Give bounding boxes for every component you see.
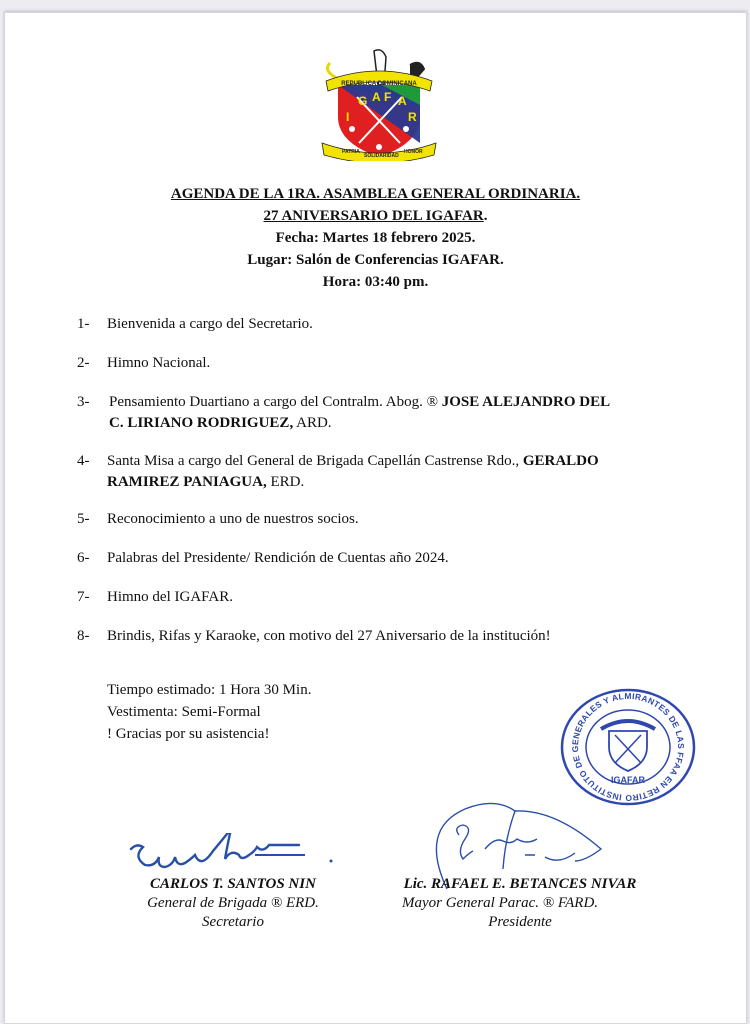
secretary-rank: General de Brigada ® ERD. bbox=[147, 895, 319, 911]
svg-text:F: F bbox=[384, 90, 392, 104]
agenda-title: AGENDA DE LA 1RA. ASAMBLEA GENERAL ORDINARIA. bbox=[170, 186, 581, 202]
svg-text:REPUBLICA DOMINICANA: REPUBLICA DOMINICANA bbox=[341, 81, 417, 87]
meeting-notes bbox=[107, 679, 311, 745]
svg-text:I: I bbox=[346, 110, 350, 124]
item-text: Reconocimiento a uno de nuestros socios. bbox=[107, 511, 359, 527]
item-text: Himno del IGAFAR. bbox=[107, 589, 233, 605]
svg-text:HONOR: HONOR bbox=[404, 149, 423, 155]
item-text: Bienvenida a cargo del Secretario. bbox=[107, 316, 313, 332]
igafar-coat-of-arms-icon bbox=[312, 47, 444, 161]
secretary-signature-block bbox=[113, 875, 353, 932]
svg-text:SOLIDARIDAD: SOLIDARIDAD bbox=[364, 153, 399, 159]
svg-text:PATRIA: PATRIA bbox=[342, 149, 360, 155]
item-number: 4- bbox=[77, 453, 90, 469]
item-number: 5- bbox=[77, 511, 90, 527]
item-text: Himno Nacional. bbox=[107, 355, 211, 371]
document-page bbox=[4, 12, 747, 1024]
svg-text:A: A bbox=[398, 94, 407, 108]
meeting-time: Hora: 03:40 pm. bbox=[322, 274, 429, 290]
svg-text:R: R bbox=[408, 110, 417, 124]
meeting-place: Lugar: Salón de Conferencias IGAFAR. bbox=[247, 252, 504, 268]
svg-text:G: G bbox=[358, 94, 368, 108]
item-number: 8- bbox=[77, 628, 90, 644]
item-number: 1- bbox=[77, 316, 90, 332]
svg-text:A: A bbox=[372, 90, 381, 104]
item-number: 6- bbox=[77, 550, 90, 566]
secretary-name: CARLOS T. SANTOS NIN bbox=[150, 876, 316, 892]
meeting-date: Fecha: Martes 18 febrero 2025. bbox=[275, 230, 476, 246]
president-rank: Mayor General Parac. ® FARD. bbox=[401, 895, 599, 911]
seal-center-text: IGAFAR bbox=[610, 775, 646, 785]
item-text: Brindis, Rifas y Karaoke, con motivo del 27 Aniversario de la institución! bbox=[107, 628, 551, 644]
agenda-subtitle: 27 ANIVERSARIO DEL IGAFAR. bbox=[263, 208, 488, 224]
thanks-note: ! Gracias por su asistencia! bbox=[107, 726, 270, 742]
item-number: 7- bbox=[77, 589, 90, 605]
agenda-header bbox=[5, 183, 746, 293]
estimated-duration: Tiempo estimado: 1 Hora 30 Min. bbox=[107, 682, 312, 698]
secretary-signature-icon bbox=[125, 833, 345, 879]
item-text: Palabras del Presidente/ Rendición de Cuentas año 2024. bbox=[107, 550, 449, 566]
president-role: Presidente bbox=[488, 914, 552, 930]
svg-text:INSTITUTO DE GENERALES Y ALMIR: INSTITUTO DE GENERALES Y ALMIRANTES DE LAS FFAA EN RETIRO bbox=[569, 690, 687, 804]
president-name: Lic. RAFAEL E. BETANCES NIVAR bbox=[403, 876, 637, 892]
item-number: 3- bbox=[77, 394, 90, 410]
dress-code: Vestimenta: Semi-Formal bbox=[107, 704, 261, 720]
secretary-role: Secretario bbox=[202, 914, 264, 930]
item-text: Pensamiento Duartiano a cargo del Contralm. Abog. ® JOSE ALEJANDRO DEL C. LIRIANO RODRIGUEZ, ARD. bbox=[109, 394, 611, 431]
item-text: Santa Misa a cargo del General de Brigada Capellán Castrense Rdo., GERALDO RAMIREZ PANIAGUA, ERD. bbox=[107, 453, 599, 490]
president-signature-block bbox=[375, 875, 665, 932]
item-number: 2- bbox=[77, 355, 90, 371]
